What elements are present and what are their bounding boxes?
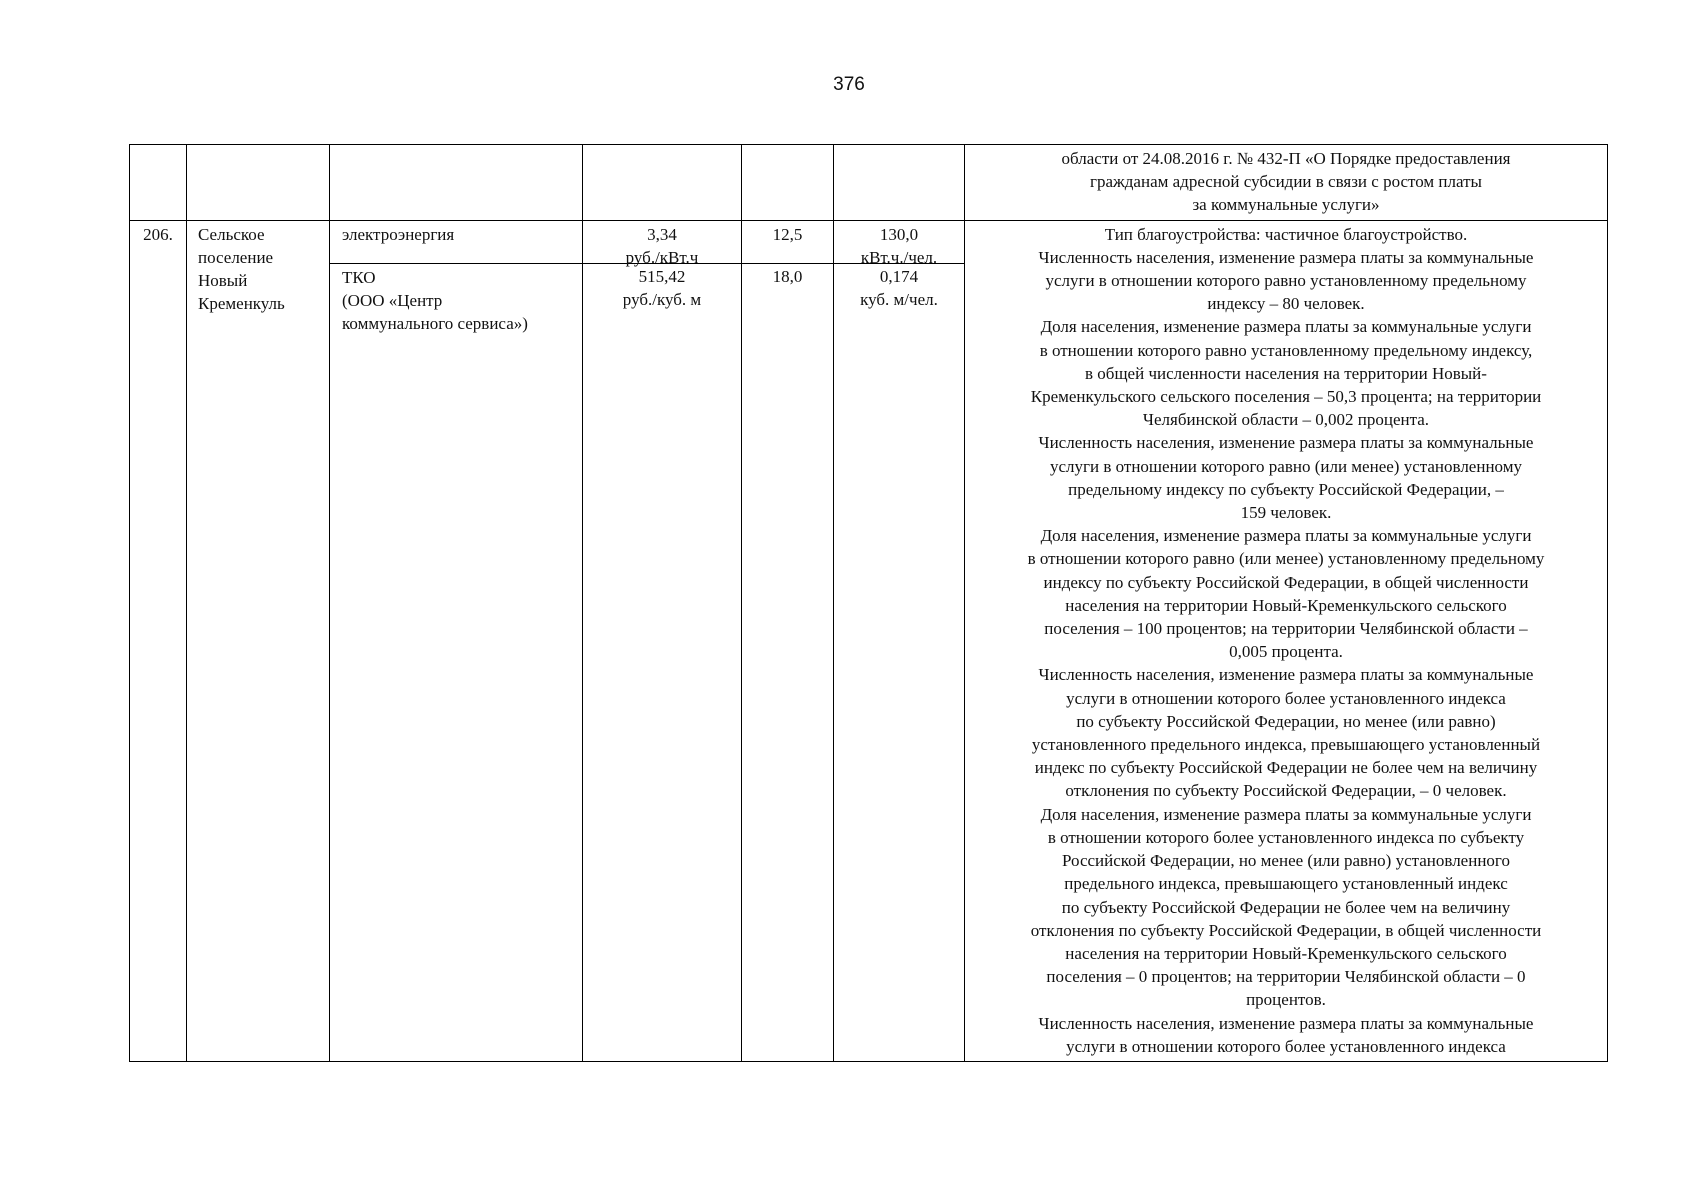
note-line: Тип благоустройства: частичное благоустройство.: [1104, 224, 1468, 244]
subsidy-table: [129, 144, 1608, 1062]
note-line: в общей численности населения на территории Новый-: [1085, 363, 1487, 383]
note-line: в отношении которого равно (или менее) установленному предельному: [1027, 549, 1545, 569]
norm-waste: [834, 264, 964, 311]
empty-cell: [583, 145, 742, 221]
note-line: Российской Федерации, но менее (или равно) установленного: [1062, 851, 1510, 871]
note-line: Численность населения, изменение размера платы за коммунальные: [1038, 433, 1534, 453]
growth-value: 18,0: [772, 266, 803, 286]
settlement-line: поселение: [198, 247, 274, 267]
note-line: процентов.: [1246, 990, 1326, 1010]
settlement-line: Сельское: [198, 224, 265, 244]
service-name: ТКО: [342, 267, 376, 287]
row-number: 206.: [130, 220, 187, 1061]
norm-value: 0,174: [879, 266, 919, 286]
note-line: предельному индексу по субъекту Российской Федерации, –: [1068, 479, 1504, 499]
settlement-line: Новый: [198, 271, 248, 291]
service-waste: [330, 264, 582, 336]
tariff-unit: руб./кВт.ч: [625, 247, 699, 267]
notes-column: [965, 220, 1608, 1061]
settlement-line: Кременкуль: [198, 294, 285, 314]
services-column: [330, 220, 583, 1061]
norm-column: [834, 220, 965, 1061]
note-line: по субъекту Российской Федерации не более чем на величину: [1061, 897, 1511, 917]
service-name: электроэнергия: [342, 224, 455, 244]
note-line: по субъекту Российской Федерации, но менее (или равно): [1076, 711, 1496, 731]
note-line: отклонения по субъекту Российской Федерации, – 0 человек.: [1065, 781, 1507, 801]
empty-cell: [187, 145, 330, 221]
note-line: Численность населения, изменение размера платы за коммунальные: [1038, 1013, 1534, 1033]
empty-cell: [834, 145, 965, 221]
note-line: Доля населения, изменение размера платы за коммунальные услуги: [1040, 526, 1532, 546]
note-line: поселения – 100 процентов; на территории Челябинской области –: [1044, 619, 1528, 639]
note-line: Кременкульского сельского поселения – 50,3 процента; на территории: [1030, 387, 1542, 407]
note-line: населения на территории Новый-Кременкульского сельского: [1065, 595, 1507, 615]
tariff-value: 515,42: [638, 266, 686, 286]
note-line: индексу – 80 человек.: [1207, 294, 1365, 314]
note-line: поселения – 0 процентов; на территории Челябинской области – 0: [1046, 967, 1526, 987]
note-line: в отношении которого более установленного индекса по субъекту: [1047, 827, 1525, 847]
note-line: предельного индекса, превышающего установленный индекс: [1064, 874, 1508, 894]
settlement-name: [187, 220, 330, 1061]
tariff-waste: [583, 264, 741, 311]
note-line: гражданам адресной субсидии в связи с ростом платы: [1090, 172, 1482, 192]
note-line: установленного предельного индекса, превышающего установленный: [1031, 735, 1541, 755]
note-line: 159 человек.: [1240, 503, 1332, 523]
norm-unit: куб. м/чел.: [860, 289, 938, 309]
note-line: области от 24.08.2016 г. № 432-П «О Порядке предоставления: [1061, 149, 1511, 168]
service-provider: (ООО «Центр: [342, 290, 443, 310]
note-line: услуги в отношении которого равно (или менее) установленному: [1050, 456, 1522, 476]
tariff-column: [583, 220, 742, 1061]
note-line: отклонения по субъекту Российской Федерации, в общей численности: [1030, 920, 1542, 940]
tariff-value: 3,34: [647, 224, 677, 244]
note-line: Челябинской области – 0,002 процента.: [1142, 410, 1430, 430]
continuation-row: [130, 145, 1608, 221]
norm-unit: кВт.ч./чел.: [860, 247, 938, 267]
empty-cell: [742, 145, 834, 221]
empty-cell: [130, 145, 187, 221]
note-line: Доля населения, изменение размера платы за коммунальные услуги: [1040, 804, 1532, 824]
growth-waste: [742, 264, 833, 288]
growth-electricity: [742, 221, 833, 264]
tariff-unit: руб./куб. м: [622, 289, 702, 309]
note-line: услуги в отношении которого более установленного индекса: [1066, 1036, 1506, 1056]
note-line: населения на территории Новый-Кременкульского сельского: [1065, 943, 1507, 963]
empty-cell: [330, 145, 583, 221]
norm-value: 130,0: [879, 224, 919, 244]
note-line: услуги в отношении которого равно установленному предельному: [1045, 271, 1527, 291]
note-line: Численность населения, изменение размера платы за коммунальные: [1038, 665, 1534, 685]
note-line: 0,005 процента.: [1229, 642, 1343, 662]
tariff-electricity: [583, 221, 741, 267]
note-line: Численность населения, изменение размера платы за коммунальные: [1038, 247, 1534, 267]
continuation-notes: [965, 145, 1608, 221]
norm-electricity: [834, 221, 964, 267]
growth-value: 12,5: [772, 224, 803, 244]
note-line: Доля населения, изменение размера платы за коммунальные услуги: [1040, 317, 1532, 337]
table-row: [130, 220, 1608, 1061]
note-line: за коммунальные услуги»: [1192, 195, 1380, 215]
service-provider: коммунального сервиса»): [342, 314, 528, 334]
note-line: индекс по субъекту Российской Федерации не более чем на величину: [1034, 758, 1538, 778]
growth-column: [742, 220, 834, 1061]
service-electricity: [330, 221, 582, 264]
note-line: индексу по субъекту Российской Федерации, в общей численности: [1043, 572, 1529, 592]
note-line: в отношении которого равно установленному предельному индексу,: [1039, 340, 1533, 360]
page-number: 376: [833, 74, 865, 95]
note-line: услуги в отношении которого более установленного индекса: [1066, 688, 1506, 708]
